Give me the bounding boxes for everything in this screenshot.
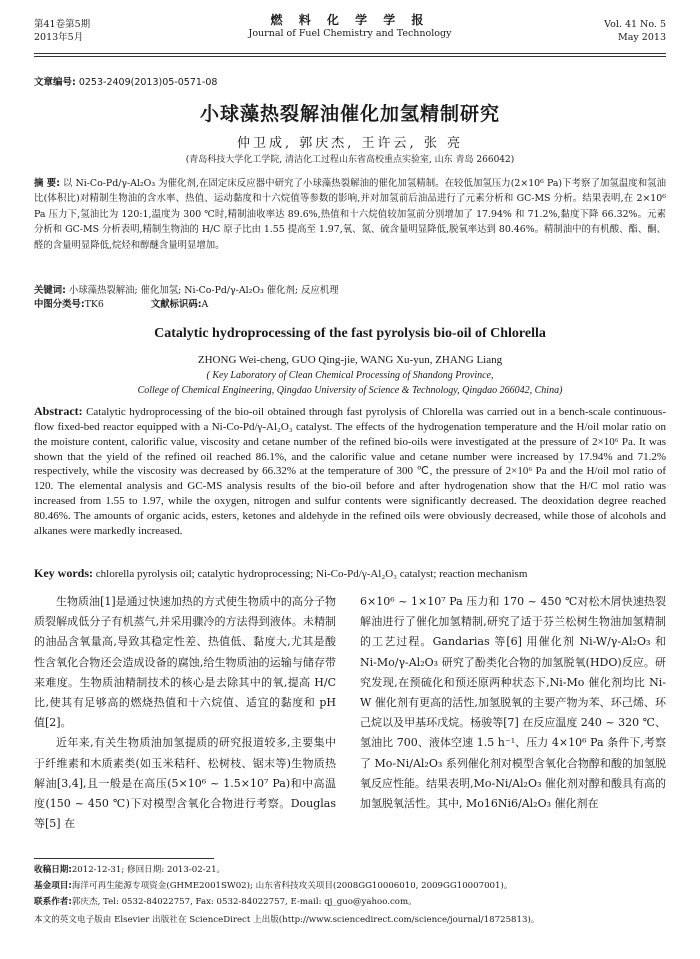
footnote-received-label: 收稿日期: [34,865,72,875]
body-paragraph: 6×10⁶ ~ 1×10⁷ Pa 压力和 170 ~ 450 ℃对松木屑快速热裂解油进行了催化加氢精制,研究了适于芬兰松树生物油加氢精制的工艺过程。Gandarias 等[6] 用催化剂 Ni-W/γ-Al₂O₃ 和 Ni-Mo/γ-Al₂O₃ 研究了酚类化合物的加氢脱氧(HDO)反应。研究发现,在预硫化和预还原两种状态下,Ni-Mo 催化剂均比 Ni-W 催化剂有更高的活性,加氢脱氧的主要产物为苯、环己烯、环己烷以及甲基环戊烷。杨骏等[7] 在反应温度 240 ~ 320 ℃、氢油比 700、液体空速 1.5 h⁻¹、压力 4×10⁶ Pa 条件下,考察了 Mo-Ni/Al₂O₃ 系列催化剂对模型含氧化合物醇和酸的加氢脱氧反应性能。结果表明,Mo-Ni/Al₂O₃ 催化剂对醇和酸具有高的加氢脱氧活性。其中, Mo16Ni6/Al₂O₃ 催化剂在 [360,595,666,811]
doc-code-label: 文献标识码: [150,299,202,310]
keywords-cn-text: 小球藻热裂解油; 催化加氢; Ni-Co-Pd/γ-Al₂O₃ 催化剂; 反应机理 [68,285,339,296]
classification-cn [34,298,666,312]
article-number-value: 0253-2409(2013)05-0571-08 [78,77,218,88]
keywords-en [34,566,666,581]
footnote-contact-label: 联系作者: [34,897,72,907]
affiliation-cn: (青岛科技大学化工学院, 清洁化工过程山东省高校重点实验室, 山东 青岛 266042) [185,155,515,165]
body-paragraph: 生物质油[1]是通过快速加热的方式使生物质中的高分子物质裂解成低分子有机蒸气,并采用骤冷的方法得到液体。未精制的油品含氧量高,导致其稳定性差、热值低、黏度大,尤其是酸性含氧化合物还会造成设备的腐蚀,给生物质油的运输与储存带来难度。生物质油精制技术的核心是去除其中的氧,提高 H/C 比,使其有足够高的燃烧热值和十六烷值、适宜的黏度和 pH 值[2]。 [34,595,336,730]
affiliation-en-line1: ( Key Laboratory of Clean Chemical Processing of Shandong Province, [206,370,494,381]
body-column-left [34,592,336,834]
abstract-en-text: Catalytic hydroprocessing of the bio-oil obtained through fast pyrolysis of Chlorella was carried out in a bench-scale continuous-flow fixed-bed reactor equipped with a Ni-Co-Pd/γ-Al₂O₃ catalyst. The effects of the hydrogenation temperature and the H/oil molar ratio on the moisture content, calorific value, viscosity and cetane number of the refined bio-oils were investigated at the pressure of 2×10⁶ Pa. It was shown that the yield of the refined oil reached 86.1%, and the calorific value and cetane number were increased by 17.94% and 71.2% respectively, while the viscosity was decreased by 66.32% at the temperature of 300 ℃, the pressure of 2×10⁶ Pa and the H/oil mol ratio of 120. The elemental analysis and GC-MS analysis results of the bio-oil before and after hydrogenation show that the H/C mol ratio was increased from 1.55 to 1.97, while the oxygen, nitrogen and sulfur contents were significantly decreased. The deoxidation degree reached 80.46%. The amounts of organic acids, esters, ketones and aldehyde in the refined oils were obviously decreased, while those of alcohols and alkanes were markedly increased. [34,406,666,537]
abstract-cn-label: 摘 要: [34,178,60,189]
header-rule-bottom [34,56,666,57]
authors-en: ZHONG Wei-cheng, GUO Qing-jie, WANG Xu-yun, ZHANG Liang [197,354,503,366]
footnote-fund-text: 海洋可再生能源专项资金(GHME2001SW02); 山东省科技攻关项目(2008GG10006010, 2009GG10007001)。 [71,881,513,891]
article-number-label: 文章编号: [34,77,76,88]
date-en: May 2013 [618,32,666,43]
keywords-en-label: Key words: [34,566,93,580]
footnote-contact-text: 郭庆杰, Tel: 0532-84022757, Fax: 0532-84022757, E-mail: qj_guo@yahoo.com。 [71,897,417,907]
keywords-cn-label: 关键词: [34,285,66,296]
title-cn: 小球藻热裂解油催化加氢精制研究 [199,103,500,125]
article-number [34,74,217,88]
abstract-cn [34,176,666,253]
body-column-right [360,592,666,814]
date-cn: 2013年5月 [34,32,84,43]
footnote-received [34,864,666,876]
class-value: TK6 [84,299,104,310]
keywords-en-text: chlorella pyrolysis oil; catalytic hydroprocessing; Ni-Co-Pd/γ-Al₂O₃ catalyst; reaction mechanism [95,568,528,580]
header-center [34,14,666,40]
journal-name-cn: 燃 料 化 学 学 报 [270,13,430,27]
footnote-contact [34,896,666,908]
keywords-cn [34,284,666,298]
footnote-fund-label: 基金项目: [34,881,72,891]
title-en: Catalytic hydroprocessing of the fast pyrolysis bio-oil of Chlorella [154,326,546,341]
volume-cn: 第41卷第5期 [34,19,91,30]
affiliation-en-line2: College of Chemical Engineering, Qingdao University of Science & Technology, Qingdao 266042, China) [137,385,563,396]
class-label: 中图分类号: [34,299,85,310]
volume-en: Vol. 41 No. 5 [604,19,666,30]
footnote-fund [34,880,666,892]
footnote-received-text: 2012-12-31; 修回日期: 2013-02-21。 [71,865,226,875]
abstract-en [34,404,666,539]
header-right [604,18,666,44]
running-header [34,14,666,50]
doc-code-value: A [201,299,209,310]
footnote-note: 本文的英文电子版由 Elsevier 出版社在 ScienceDirect 上出版(http://www.sciencedirect.com/science/journal/18725813)。 [34,915,540,925]
footnote-rule [34,858,214,859]
header-rule-top [34,53,666,54]
journal-name-en: Journal of Fuel Chemistry and Technology [248,28,452,39]
body-paragraph: 近年来,有关生物质油加氢提质的研究报道较多,主要集中于纤维素和木质素类(如玉米秸秆、松树枝、锯末等)生物质热解油[3,4],且一般是在高压(5×10⁶ ~ 1.5×10⁷ Pa)和中高温度(150 ~ 450 ℃)下对模型含氧化合物进行考察。Douglas 等[5] 在 [34,736,336,831]
authors-cn: 仲卫成, 郭庆杰, 王许云, 张 亮 [237,136,463,151]
abstract-cn-text: 以 Ni-Co-Pd/γ-Al₂O₃ 为催化剂,在固定床反应器中研究了小球藻热裂解油的催化加氢精制。在较低加氢压力(2×10⁶ Pa)下考察了加氢温度和氢油比(体积比)对精制生物油的含水率、热值、运动黏度和十六烷值等参数的影响,并对加氢前后油品进行了元素分析和 GC-MS 分析。结果表明,在 2×10⁶ Pa 压力下,氢油比为 120:1,温度为 300 ℃时,精制油收率达 89.6%,热值和十六烷值较加氢前分别增加了 17.94% 和 71.2%,黏度下降 66.32%。元素分析和 GC-MS 分析表明,精制生物油的 H/C 原子比由 1.55 提高至 1.97,氧、氮、硫含量明显降低,脱氧率达到 80.46%。精制油中的有机酸、酯、酮、醛的含量明显降低,烷烃和醇醚含量明显增加。 [34,178,667,251]
abstract-en-label: Abstract: [34,404,83,418]
